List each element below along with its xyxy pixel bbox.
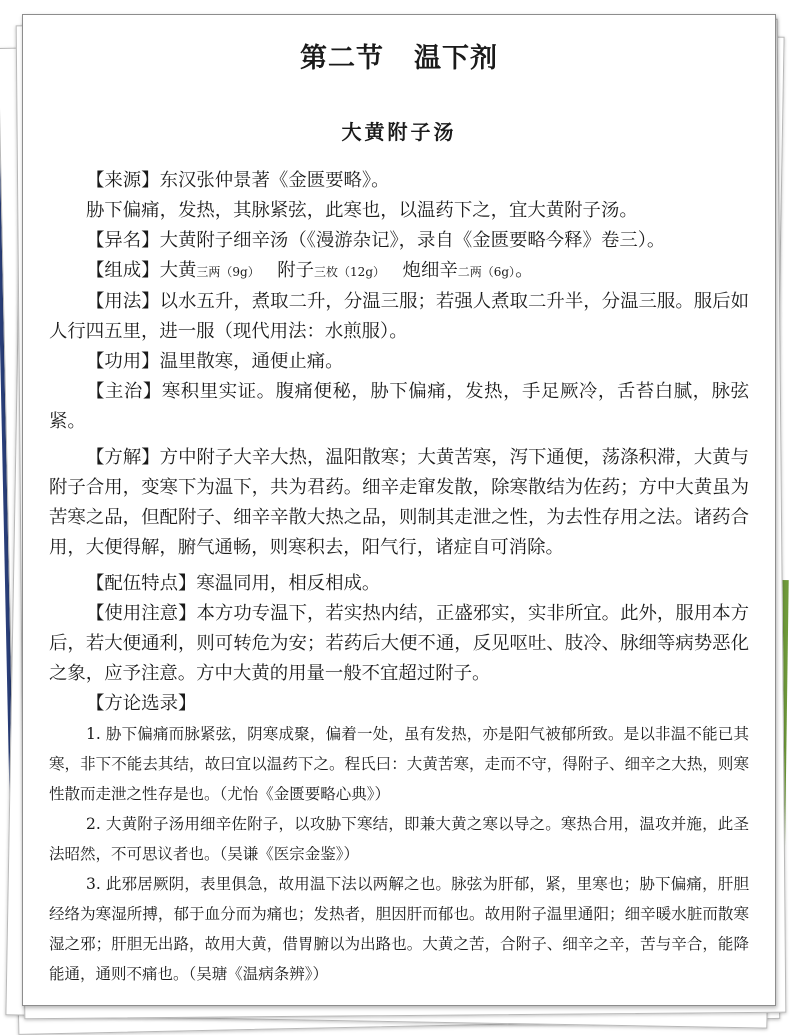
usage-text: 以水五升，煮取二升，分温三服；若强人煮取二升半，分温三服。服后如人行四五里，进一服（现代用法：水煎服）。 (49, 290, 749, 342)
source-label: 【来源】 (86, 169, 160, 191)
commentary-item (49, 719, 749, 809)
composition-label: 【组成】 (86, 259, 160, 281)
section-title (49, 33, 749, 85)
herb-dose: 二两（6g） (457, 264, 516, 279)
cautions-text: 本方功专温下，若实热内结，正盛邪实，实非所宜。此外，服用本方后，若大便通利，则可转危为安；若药后大便不通，反见呕吐、肢冷、脉细等病势恶化之象，应予注意。方中大黄的用量一般不宜超过附子。 (49, 602, 749, 684)
analysis-text: 方中附子大辛大热，温阳散寒；大黄苦寒，泻下通便，荡涤积滞，大黄与附子合用，变寒下为温下，共为君药。细辛走窜发散，除寒散结为佐药；方中大黄虽为苦寒之品，但配附子、细辛辛散大热之品，则制其走泄之性，为去性存用之法。诸药合用，大便得解，腑气通畅，则寒积去，阳气行，诸症自可消除。 (49, 446, 749, 558)
alias-paragraph (49, 226, 749, 256)
source-paragraph (49, 166, 749, 196)
section-name: 温下剂 (414, 43, 498, 74)
features-label: 【配伍特点】 (86, 572, 197, 594)
commentary-text: 1. 胁下偏痛而脉紧弦，阴寒成聚，偏着一处，虽有发热，亦是阳气被郁所致。是以非温不能已其寒，非下不能去其结，故曰宜以温药下之。程氏曰：大黄苦寒，走而不守，得附子、细辛之大热，则寒性散而走泄之性存是也。 (49, 724, 749, 803)
analysis-paragraph (49, 443, 749, 563)
section-number: 第二节 (300, 43, 384, 74)
herb-name: 炮细辛 (402, 259, 458, 281)
original-quote: 胁下偏痛，发热，其脉紧弦，此寒也，以温药下之，宜大黄附子汤。 (86, 199, 638, 221)
features-paragraph (49, 569, 749, 599)
effect-paragraph (49, 347, 749, 377)
indication-paragraph (49, 377, 749, 437)
cautions-label: 【使用注意】 (86, 602, 197, 624)
alias-label: 【异名】 (86, 229, 160, 251)
alias-text: 大黄附子细辛汤（《漫游杂记》，录自《金匮要略今释》卷三）。 (159, 229, 666, 251)
effect-text: 温里散寒，通便止痛。 (159, 350, 344, 372)
composition-paragraph (49, 256, 749, 287)
herb-name: 附子 (277, 259, 315, 281)
commentary-citation: （尤怡《金匮要略心典》） (219, 784, 391, 803)
herb-dose: 三两（9g） (196, 264, 260, 279)
book-page (22, 14, 776, 1006)
indication-label: 【主治】 (86, 380, 162, 402)
effect-label: 【功用】 (86, 350, 160, 372)
commentary-text: 2. 大黄附子汤用细辛佐附子，以攻胁下寒结，即兼大黄之寒以导之。寒热合用，温攻并施，此圣法昭然，不可思议者也。 (49, 814, 749, 863)
usage-paragraph (49, 287, 749, 347)
cautions-paragraph (49, 599, 749, 689)
commentary-item (49, 869, 749, 989)
analysis-label: 【方解】 (86, 446, 160, 468)
page-content (49, 33, 749, 989)
commentary-heading: 【方论选录】 (86, 692, 197, 714)
features-text: 寒温同用，相反相成。 (196, 572, 381, 594)
herb-dose: 三枚（12g） (314, 264, 385, 279)
usage-label: 【用法】 (86, 290, 160, 312)
composition-end: 。 (515, 259, 534, 281)
source-text: 东汉张仲景著《金匮要略》。 (159, 169, 390, 191)
commentary-text: 3. 此邪居厥阴，表里俱急，故用温下法以两解之也。脉弦为肝郁，紧，里寒也；胁下偏痛，肝胆经络为寒湿所搏，郁于血分而为痛也；发热者，胆因肝而郁也。故用附子温里通阳；细辛暖水脏而散寒湿之邪；肝胆无出路，故用大黄，借胃腑以为出路也。大黄之苦，合附子、细辛之辛，苦与辛合，能降能通，通则不痛也。 (49, 874, 749, 983)
herb-name: 大黄 (159, 259, 197, 281)
commentary-citation: （吴谦《医宗金鉴》） (219, 844, 360, 863)
commentary-item (49, 809, 749, 869)
indication-text: 寒积里实证。腹痛便秘，胁下偏痛，发热，手足厥冷，舌苔白腻，脉弦紧。 (49, 380, 749, 432)
commentary-citation: （吴瑭《温病条辨》） (188, 964, 329, 983)
formula-title: 大黄附子汤 (341, 120, 457, 144)
